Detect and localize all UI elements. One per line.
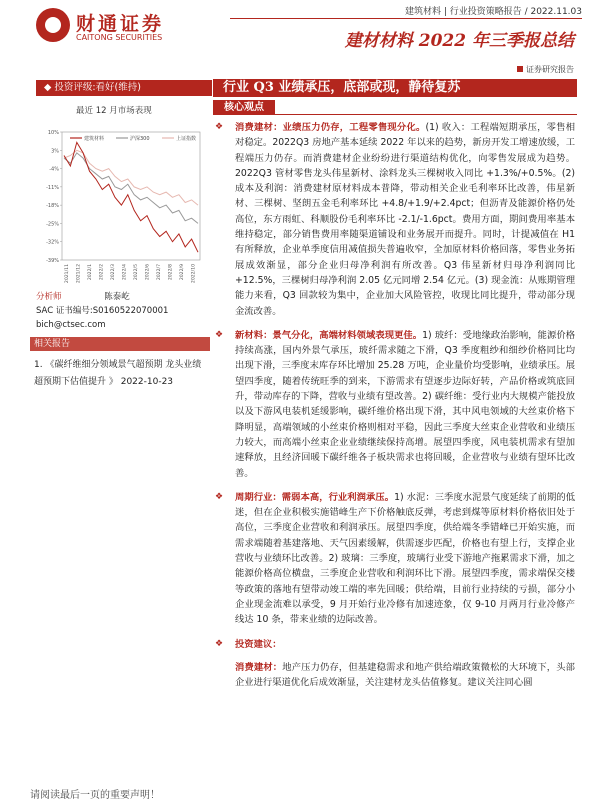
sac-number: SAC 证书编号:S0160522070001 (36, 306, 169, 316)
chart-frame (62, 132, 200, 260)
y-tick-label: -32% (46, 239, 59, 246)
paragraph-investment-advice (215, 637, 575, 652)
paragraph-heading: 周期行业：需弱本高，行业利润承压。 (235, 491, 395, 503)
market-performance-chart (36, 118, 204, 283)
paragraph-consumer-advice (215, 660, 575, 691)
main-content (215, 120, 575, 690)
diamond-icon: ◆ (44, 82, 55, 93)
y-tick-label: -11% (46, 184, 59, 191)
report-meta: 建筑材料 | 行业投资策略报告 / 2022.11.03 (404, 7, 582, 17)
y-tick-label: 3% (51, 148, 59, 155)
diamond-bullet-icon: ❖ (215, 329, 224, 340)
paragraph-consumer-materials (215, 120, 575, 319)
paragraph-body: 1) 水泥：三季度水泥景气度延续了前期的低迷，但在企业积极实施错峰生产下价格触底反弹，考虑到煤等原材料价格依旧处于高位，三季度企业营收和利润承压。展望四季度，供给端冬季错峰已开始实施，而需求端随着基建落地、天气因素缓解，供需逐步匹配，价格也有望上行，支撑企业营收与业绩环比改善。2) 玻璃：三季度，玻璃行业受下游地产拖累需求下滑，加之能源价格高位横盘，三季度企业营收和利润环比下滑。展望四季度，需求端保交楼等政策的落地有望带动竣工端的率先回暖；供给端，目前行业持续的亏损，部分小企业现金流难以承受，9 月开始行业冷修有加速迹象，仅 9-10 月两月行业冷修产线达 10 条，带来业绩的边际改善。 (235, 491, 575, 626)
logo-mark-icon (36, 8, 70, 42)
paragraph-body: (1) 收入：工程端短期承压，零售相对稳定。2022Q3 房地产基本延续 2022 年以来的趋势，新房开发工增速放缓，工程端压力仍存。而消费建材企业纷纷进行渠道结构优化，向零售发展成为趋势。2022Q3 管材零售龙头伟星新材、涂料龙头三棵树收入同比 +1.3%/+0.5%。(2) 成本及利润：消费建材原材料成本普降，带动相关企业毛利率环比改善，伟星新材、三棵树、坚朗五金毛利率环比 +4.8/+1.9/+2.4pct；但沥青及能源价格仍处高位，东方雨虹、科顺股份毛利率环比 -2.1/-1.6pct。费用方面，期间费用率基本维持稳定，部分销售费用率随渠道铺设和业务展开而提升。同时，计提减值在 H1 有所释放，企业单季度信用减值损失普遍收窄，全加原材料价格回落，零售业务拓展成效渐显，部分企业归母净利润有所改善。Q3 伟星新材归母净利润同比 +12.5%，三棵树归母净利润 2.05 亿元同增 2.54 亿元。(3) 现金流：从账期管理能力来看，Q3 回款较为集中，企业加大风险管控，收现比同比提升，带动部分现金流改善。 (235, 122, 575, 317)
x-tick-label: 2022/6 (145, 264, 151, 281)
y-tick-label: -39% (46, 258, 59, 264)
rating-label: 投资评级:看好(维持) (54, 82, 141, 93)
x-tick-label: 2022/8 (168, 264, 174, 281)
paragraph-cyclical (215, 490, 575, 628)
x-tick-label: 2021/12 (76, 264, 82, 283)
report-type-label: 证券研究报告 (526, 65, 574, 74)
legend-label: 沪深300 (130, 136, 150, 142)
header-divider (230, 18, 582, 19)
y-tick-label: -18% (46, 203, 59, 210)
square-icon (517, 66, 523, 72)
x-tick-label: 2022/4 (122, 264, 128, 281)
core-view-tab: 核心观点 (213, 100, 275, 115)
related-report-item[interactable]: 1. 《碳纤维细分领域景气超预期 龙头业绩超预期下估值提升 》 2022-10-23 (34, 360, 202, 387)
chart-caption: 最近 12 月市场表现 (76, 106, 152, 116)
x-tick-label: 2022/5 (133, 264, 139, 281)
y-tick-label: -4% (49, 166, 59, 173)
footer-disclaimer: 请阅读最后一页的重要声明！ (30, 790, 160, 801)
report-type (517, 64, 574, 75)
x-tick-label: 2022/3 (110, 264, 116, 281)
analyst-name: 陈泰屹 (104, 292, 130, 302)
paragraph-heading: 新材料：景气分化，高端材料领域表现更佳。 (235, 329, 423, 341)
report-title: 建材材料 2022 年三季报总结 (344, 31, 574, 51)
y-tick-label: -25% (46, 221, 59, 228)
x-tick-label: 2022/1 (87, 264, 93, 281)
paragraph-heading: 消费建材： (235, 661, 283, 673)
analyst-info (36, 290, 206, 332)
related-reports-header: 相关报告 (30, 337, 210, 351)
headline: 行业 Q3 业绩承压，底部或现，静待复苏 (213, 79, 577, 97)
logo-chinese-name: 财通证券 (76, 13, 165, 35)
paragraph-heading: 消费建材：业绩压力仍存，工程零售现分化。 (235, 122, 426, 133)
investment-rating (36, 80, 212, 96)
x-tick-label: 2022/2 (99, 264, 105, 281)
series-line (64, 150, 198, 205)
analyst-label: 分析师 (36, 292, 62, 302)
paragraph-body: 地产压力仍存，但基建稳需求和地产供给端政策微松的大环境下，头部企业进行渠道优化后成效渐显，关注建材龙头估值修复。建议关注同心圆 (235, 661, 575, 689)
company-logo (36, 8, 186, 48)
logo-english-name: CAITONG SECURITIES (76, 33, 163, 42)
x-tick-label: 2021/11 (64, 264, 70, 283)
legend-label: 上证指数 (176, 136, 197, 142)
x-tick-label: 2022/10 (191, 264, 197, 283)
diamond-bullet-icon: ❖ (215, 122, 224, 132)
core-divider (275, 114, 577, 115)
diamond-bullet-icon: ❖ (215, 638, 224, 649)
paragraph-new-materials (215, 328, 575, 481)
series-line (64, 153, 198, 224)
legend-label: 建筑材料 (84, 136, 105, 142)
x-tick-label: 2022/9 (179, 264, 185, 281)
diamond-bullet-icon: ❖ (215, 491, 224, 502)
paragraph-heading: 投资建议： (235, 638, 282, 650)
y-tick-label: 10% (47, 130, 59, 136)
analyst-email[interactable]: bich@ctsec.com (36, 320, 106, 330)
x-tick-label: 2022/7 (156, 264, 162, 281)
paragraph-body: 1) 玻纤：受地缘政治影响，能源价格持续高涨，国内外景气承压，玻纤需求随之下滑，Q3 季度粗纱和细纱价格同比均出现下滑，三季度末库存环比增加 25.28 万吨，企业量价均受影响，业绩承压。展望四季度，随着传统旺季的到来，下游需求有望逐步边际好转，产品价格或筑底回升，带动库存的下降，营收与业绩有望改善。2) 碳纤维：受行业内大规模产能投放以及下游风电装机延缓影响，碳纤维价格出现下滑，其中风电领域的大丝束价格下降明显，高端领域的小丝束价格则相对平稳，因此三季度大丝束企业营收和业绩压力较大，而高端小丝束企业业绩继续保持高增。展望四季度，风电装机需求有望加速释放，且经济回暖下碳纤维各子板块需求也将回暖，企业营收与业绩有望环比改善。 (235, 329, 575, 479)
